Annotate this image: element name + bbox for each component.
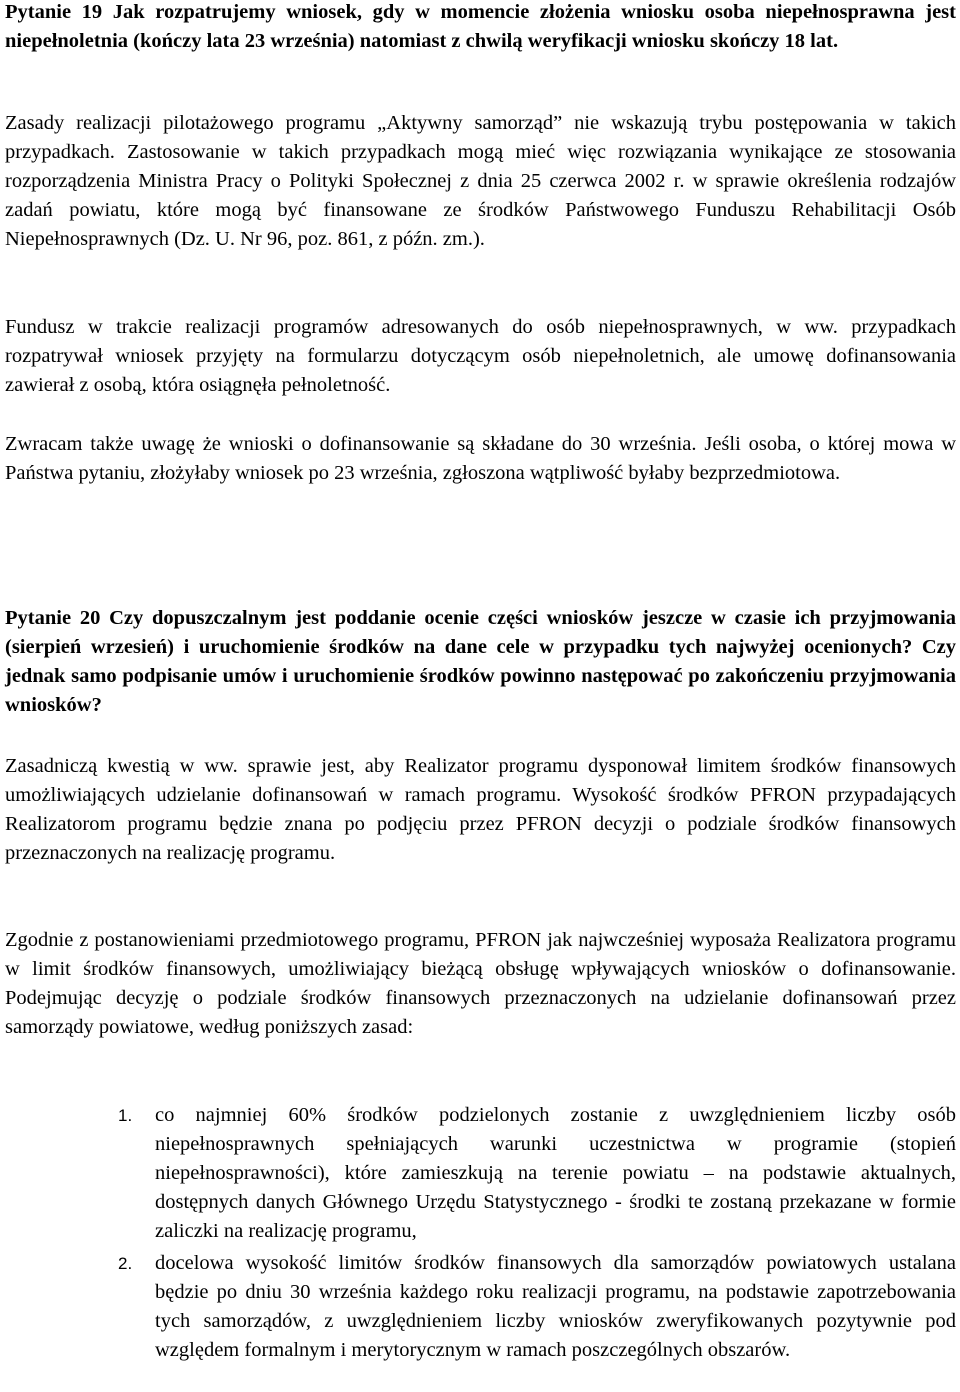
list-item-text: co najmniej 60% środków podzielonych zostanie z uwzględnieniem liczby osób niepełnosprawnych spełniających warunki uczestnictwa w programie (stopień niepełnosprawności), które zamieszkują na terenie powiatu – na podstawie aktualnych, dostępnych danych Głównego Urzędu Statystycznego - środki te zostaną przekazane w formie zaliczki na realizację programu, bbox=[155, 1104, 956, 1242]
question-20-heading: Pytanie 20 Czy dopuszczalnym jest poddanie ocenie części wniosków jeszcze w czasie ich przyjmowania (sierpień wrzesień) i uruchomienie środków na dane cele w przypadku tych najwyżej ocenionych? Czy jednak samo podpisanie umów i uruchomienie środków powinno następować po zakończeniu przyjmowania wniosków? bbox=[5, 607, 956, 716]
list-item bbox=[5, 1249, 956, 1365]
question-19-answer-paragraph: Zwracam także uwagę że wnioski o dofinansowanie są składane do 30 września. Jeśli osoba, o której mowa w Państwa pytaniu, złożyłaby wniosek po 23 września, zgłoszona wątpliwość byłaby bezprzedmiotowa. bbox=[5, 433, 956, 484]
question-19-answer-paragraph: Fundusz w trakcie realizacji programów adresowanych do osób niepełnosprawnych, w ww. przypadkach rozpatrywał wniosek przyjęty na formularzu dotyczącym osób niepełnoletnich, ale umowę dofinansowania zawierał z osobą, która osiągnęła pełnoletność. bbox=[5, 316, 956, 396]
list-item-text: docelowa wysokość limitów środków finansowych dla samorządów powiatowych ustalana będzie po dniu 30 września każdego roku realizacji programu, na podstawie zapotrzebowania tych samorządów, z uwzględnieniem liczby wniosków zweryfikowanych pozytywnie pod względem formalnym i merytorycznym w ramach poszczególnych obszarów. bbox=[155, 1252, 956, 1361]
question-19-answer-paragraph: Zasady realizacji pilotażowego programu „Aktywny samorząd” nie wskazują trybu postępowania w takich przypadkach. Zastosowanie w takich przypadkach mogą mieć więc rozwiązania wynikające ze stosowania rozporządzenia Ministra Pracy o Polityki Społecznej z dnia 25 czerwca 2002 r. w sprawie określenia rodzajów zadań powiatu, które mogą być finansowane ze środków Państwowego Funduszu Rehabilitacji Osób Niepełnosprawnych (Dz. U. Nr 96, poz. 861, z późn. zm.). bbox=[5, 112, 956, 250]
allocation-rules-list bbox=[5, 1101, 956, 1365]
list-item bbox=[5, 1101, 956, 1246]
question-20-answer-paragraph: Zasadniczą kwestią w ww. sprawie jest, aby Realizator programu dysponował limitem środków finansowych umożliwiających udzielanie dofinansowań w ramach programu. Wysokość środków PFRON przypadających Realizatorom programu będzie znana po podjęciu przez PFRON decyzji o podziale środków finansowych przeznaczonych na realizację programu. bbox=[5, 755, 956, 864]
list-item-number: 1. bbox=[118, 1106, 133, 1125]
question-20-answer-paragraph: Zgodnie z postanowieniami przedmiotowego programu, PFRON jak najwcześniej wyposaża Realizatora programu w limit środków finansowych, umożliwiający bieżącą obsługę wpływających wniosków o dofinansowanie. Podejmując decyzję o podziale środków finansowych przeznaczonych na udzielanie dofinansowań przez samorządy powiatowe, według poniższych zasad: bbox=[5, 929, 956, 1038]
question-19-heading: Pytanie 19 Jak rozpatrujemy wniosek, gdy w momencie złożenia wniosku osoba niepełnosprawna jest niepełnoletnia (kończy lata 23 września) natomiast z chwilą weryfikacji wniosku skończy 18 lat. bbox=[5, 1, 956, 52]
list-item-number: 2. bbox=[118, 1254, 133, 1273]
